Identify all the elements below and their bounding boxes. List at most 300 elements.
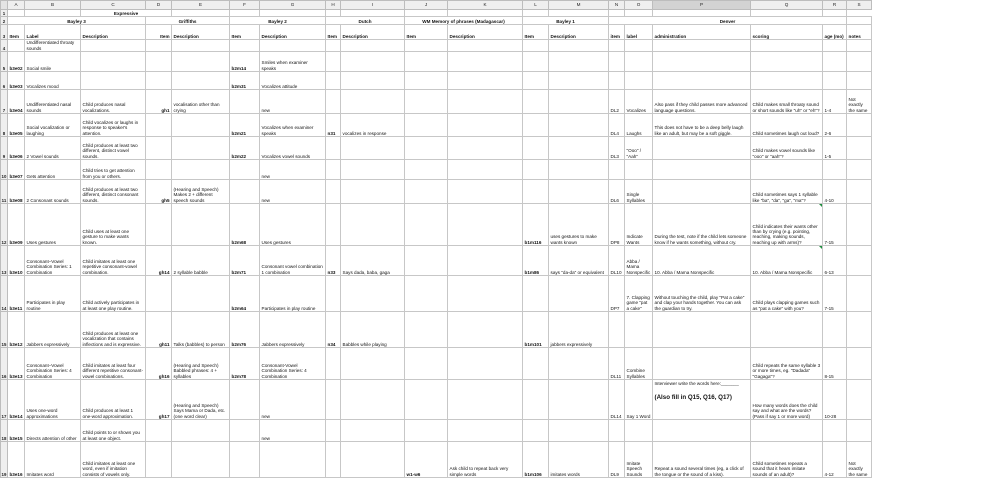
- cell[interactable]: Say 1 Word: [625, 380, 653, 420]
- cell[interactable]: n31: [326, 114, 341, 137]
- cell[interactable]: Expressive: [81, 10, 172, 17]
- cell[interactable]: [549, 420, 609, 442]
- cell[interactable]: [847, 137, 872, 160]
- cell[interactable]: notes: [847, 25, 872, 40]
- cell[interactable]: Imitates word: [25, 442, 81, 478]
- cell[interactable]: Consonant–Vowel Combination Series: 1 Combination: [25, 246, 81, 276]
- cell[interactable]: Gets attention: [25, 160, 81, 180]
- cell[interactable]: [405, 90, 448, 114]
- cell[interactable]: [448, 420, 523, 442]
- cell[interactable]: b2m78: [230, 348, 260, 380]
- cell[interactable]: [549, 52, 609, 72]
- cell[interactable]: [609, 52, 625, 72]
- cell[interactable]: [146, 442, 172, 478]
- cell[interactable]: b2m68: [230, 204, 260, 246]
- cell[interactable]: [653, 348, 751, 380]
- cell[interactable]: Denver: [609, 17, 847, 25]
- cell[interactable]: Vocalizes vowel sounds: [260, 137, 326, 160]
- cell[interactable]: [448, 160, 523, 180]
- cell[interactable]: scoring: [751, 25, 823, 40]
- cell[interactable]: b3e09: [8, 204, 25, 246]
- cell[interactable]: [405, 137, 448, 160]
- cell[interactable]: [405, 312, 448, 348]
- cell[interactable]: DP7: [609, 276, 625, 312]
- cell[interactable]: [260, 40, 326, 52]
- cell[interactable]: [326, 40, 341, 52]
- cell[interactable]: [230, 442, 260, 478]
- column-header-g[interactable]: G: [260, 1, 326, 10]
- cell[interactable]: Participates in play routine: [25, 276, 81, 312]
- cell[interactable]: Dutch: [326, 17, 405, 25]
- cell[interactable]: [326, 10, 341, 17]
- cell[interactable]: [172, 420, 230, 442]
- cell[interactable]: [549, 137, 609, 160]
- cell[interactable]: b2m76: [230, 312, 260, 348]
- cell[interactable]: Also pass if they child passes more advanced language questions.: [653, 90, 751, 114]
- cell[interactable]: Description: [81, 25, 146, 40]
- cell[interactable]: n34: [326, 312, 341, 348]
- cell[interactable]: [823, 40, 847, 52]
- cell[interactable]: [230, 420, 260, 442]
- cell[interactable]: [847, 40, 872, 52]
- cell[interactable]: 4-10: [823, 180, 847, 204]
- cell[interactable]: [847, 348, 872, 380]
- cell[interactable]: new: [260, 90, 326, 114]
- cell[interactable]: [523, 180, 549, 204]
- cell[interactable]: [230, 10, 260, 17]
- cell[interactable]: Child repeats the same syllable 3 or more times, eg. "Dadada" "Gagaga"?: [751, 348, 823, 380]
- cell[interactable]: item: [609, 25, 625, 40]
- cell[interactable]: [448, 380, 523, 420]
- cell[interactable]: [523, 114, 549, 137]
- cell[interactable]: b3e14: [8, 380, 25, 420]
- cell[interactable]: [625, 160, 653, 180]
- cell[interactable]: [549, 380, 609, 420]
- cell[interactable]: [523, 72, 549, 90]
- cell[interactable]: b3e08: [8, 180, 25, 204]
- row-header[interactable]: 14: [1, 276, 8, 312]
- cell[interactable]: Babbles while playing: [341, 312, 405, 348]
- cell[interactable]: [847, 204, 872, 246]
- cell[interactable]: DL14: [609, 380, 625, 420]
- cell[interactable]: [326, 276, 341, 312]
- cell[interactable]: [326, 137, 341, 160]
- cell[interactable]: [341, 442, 405, 478]
- cell[interactable]: b1m116: [523, 204, 549, 246]
- cell[interactable]: [847, 114, 872, 137]
- column-header-e[interactable]: E: [172, 1, 230, 10]
- cell[interactable]: [625, 312, 653, 348]
- cell[interactable]: [847, 420, 872, 442]
- cell[interactable]: [81, 40, 146, 52]
- cell[interactable]: [823, 52, 847, 72]
- row-header[interactable]: 5: [1, 52, 8, 72]
- cell[interactable]: 2 Vowel sounds: [25, 137, 81, 160]
- cell[interactable]: [609, 312, 625, 348]
- cell[interactable]: [341, 160, 405, 180]
- cell[interactable]: [146, 72, 172, 90]
- row-header[interactable]: 4: [1, 40, 8, 52]
- cell[interactable]: 8-15: [823, 348, 847, 380]
- cell[interactable]: [146, 160, 172, 180]
- cell[interactable]: [625, 72, 653, 90]
- cell[interactable]: [230, 380, 260, 420]
- cell[interactable]: new: [260, 160, 326, 180]
- row-header[interactable]: 17: [1, 380, 8, 420]
- cell[interactable]: Child uses at least one gesture to make wants known.: [81, 204, 146, 246]
- cell[interactable]: Item: [146, 25, 172, 40]
- cell[interactable]: b2m64: [230, 276, 260, 312]
- cell[interactable]: [751, 312, 823, 348]
- cell[interactable]: [326, 420, 341, 442]
- cell[interactable]: [625, 40, 653, 52]
- cell[interactable]: [523, 420, 549, 442]
- cell[interactable]: Vocalizes attitude: [260, 72, 326, 90]
- cell[interactable]: [653, 40, 751, 52]
- cell[interactable]: Social smile: [25, 52, 81, 72]
- cell[interactable]: Child sometimes laugh out loud?: [751, 114, 823, 137]
- column-header-m[interactable]: M: [549, 1, 609, 10]
- cell[interactable]: Griffiths: [146, 17, 230, 25]
- cell[interactable]: b1m101: [523, 312, 549, 348]
- cell[interactable]: [549, 348, 609, 380]
- cell[interactable]: [230, 90, 260, 114]
- cell[interactable]: [172, 276, 230, 312]
- cell[interactable]: Child tries to get attention from you or others.: [81, 160, 146, 180]
- cell[interactable]: [609, 420, 625, 442]
- cell[interactable]: How many words does the child say and what are the words? (Pass if say 1 or more word): [751, 380, 823, 420]
- cell[interactable]: Child actively participates in at least one play routine.: [81, 276, 146, 312]
- cell[interactable]: Not exactly the same: [847, 90, 872, 114]
- cell[interactable]: b2m22: [230, 137, 260, 160]
- cell[interactable]: [172, 204, 230, 246]
- cell[interactable]: gh11: [146, 312, 172, 348]
- cell[interactable]: b3e02: [8, 52, 25, 72]
- cell[interactable]: b1m106: [523, 442, 549, 478]
- cell[interactable]: [847, 180, 872, 204]
- cell[interactable]: [847, 17, 872, 25]
- cell[interactable]: Vocalizes mood: [25, 72, 81, 90]
- row-header[interactable]: 1: [1, 10, 8, 17]
- cell[interactable]: [448, 10, 523, 17]
- cell[interactable]: Participates in play routine: [260, 276, 326, 312]
- cell[interactable]: b3e13: [8, 348, 25, 380]
- cell[interactable]: Child produces nasal vocalizations.: [81, 90, 146, 114]
- cell[interactable]: [448, 276, 523, 312]
- cell[interactable]: [823, 160, 847, 180]
- cell[interactable]: b2m71: [230, 246, 260, 276]
- cell[interactable]: [405, 276, 448, 312]
- cell[interactable]: [146, 114, 172, 137]
- cell[interactable]: [146, 52, 172, 72]
- cell[interactable]: [625, 52, 653, 72]
- cell[interactable]: Child makes small throaty sound or short sounds like "uh" or "eh"?: [751, 90, 823, 114]
- cell[interactable]: [172, 52, 230, 72]
- cell[interactable]: [172, 160, 230, 180]
- cell[interactable]: b3e12: [8, 312, 25, 348]
- cell[interactable]: [823, 420, 847, 442]
- cell[interactable]: [448, 180, 523, 204]
- cell[interactable]: new: [260, 380, 326, 420]
- cell[interactable]: [751, 40, 823, 52]
- cell[interactable]: [341, 276, 405, 312]
- cell[interactable]: [341, 52, 405, 72]
- row-header[interactable]: 15: [1, 312, 8, 348]
- cell[interactable]: Single Syllables: [625, 180, 653, 204]
- column-header-l[interactable]: L: [523, 1, 549, 10]
- cell[interactable]: [146, 204, 172, 246]
- row-header[interactable]: 8: [1, 114, 8, 137]
- cell[interactable]: [549, 160, 609, 180]
- cell[interactable]: [405, 10, 448, 17]
- column-header-r[interactable]: R: [823, 1, 847, 10]
- cell[interactable]: [751, 72, 823, 90]
- cell[interactable]: [751, 10, 823, 17]
- cell[interactable]: [405, 420, 448, 442]
- cell[interactable]: vocalizes in response: [341, 114, 405, 137]
- cell[interactable]: [341, 420, 405, 442]
- cell[interactable]: Child produces at least one vocalization that contains inflections and is expressive.: [81, 312, 146, 348]
- cell[interactable]: Child makes vowel sounds like "ooo" or "aah"?: [751, 137, 823, 160]
- cell[interactable]: b2m14: [230, 52, 260, 72]
- cell[interactable]: [172, 72, 230, 90]
- cell[interactable]: 10. Abba / Mama Nonspecific: [751, 246, 823, 276]
- cell[interactable]: [448, 52, 523, 72]
- cell[interactable]: Child vocalizes or laughs in response to speaker's attention.: [81, 114, 146, 137]
- cell[interactable]: [625, 10, 653, 17]
- cell[interactable]: [172, 114, 230, 137]
- cell[interactable]: Description: [260, 25, 326, 40]
- cell[interactable]: Consonant-Vowel Combination Series: 4 Combination: [260, 348, 326, 380]
- cell[interactable]: b3e11: [8, 276, 25, 312]
- row-header[interactable]: 18: [1, 420, 8, 442]
- cell[interactable]: [751, 52, 823, 72]
- cell[interactable]: Child plays clapping games such as "pat a cake" with you?: [751, 276, 823, 312]
- cell[interactable]: [341, 72, 405, 90]
- cell[interactable]: Vocalizes when examiner speaks: [260, 114, 326, 137]
- cell[interactable]: 7. Clapping game "pat a cake": [625, 276, 653, 312]
- cell[interactable]: Undifferentiated nasal sounds: [25, 90, 81, 114]
- cell[interactable]: age (mo): [823, 25, 847, 40]
- cell[interactable]: [549, 10, 609, 17]
- column-header-n[interactable]: N: [609, 1, 625, 10]
- cell[interactable]: [448, 204, 523, 246]
- cell[interactable]: b3e07: [8, 160, 25, 180]
- cell[interactable]: [609, 10, 625, 17]
- column-header-j[interactable]: J: [405, 1, 448, 10]
- cell[interactable]: b3e10: [8, 246, 25, 276]
- cell[interactable]: [847, 312, 872, 348]
- cell[interactable]: Repeat a sound several times (eg, a click of the tongue or the sound of a kiss).: [653, 442, 751, 478]
- cell[interactable]: [172, 442, 230, 478]
- cell[interactable]: [341, 180, 405, 204]
- cell[interactable]: imitates words: [549, 442, 609, 478]
- cell[interactable]: 6-13: [823, 246, 847, 276]
- cell[interactable]: [823, 312, 847, 348]
- cell[interactable]: Item: [230, 25, 260, 40]
- cell[interactable]: Item: [405, 25, 448, 40]
- cell[interactable]: Uses gestures: [260, 204, 326, 246]
- cell[interactable]: Laughs: [625, 114, 653, 137]
- row-header[interactable]: 6: [1, 72, 8, 90]
- cell[interactable]: [448, 40, 523, 52]
- cell[interactable]: 7-15: [823, 276, 847, 312]
- cell[interactable]: b3e03: [8, 72, 25, 90]
- cell[interactable]: (Hearing and Speech) Says Mama or Dada, etc. (one word clear): [172, 380, 230, 420]
- cell[interactable]: Child points to or shows you at least one object.: [81, 420, 146, 442]
- cell[interactable]: Description: [172, 25, 230, 40]
- cell[interactable]: During the test, note if the child lets someone know if he wants something, without cry.: [653, 204, 751, 246]
- cell[interactable]: [326, 160, 341, 180]
- row-header[interactable]: 12: [1, 204, 8, 246]
- cell[interactable]: Child imitates at least one repetitive consonant-vowel combination.: [81, 246, 146, 276]
- column-header-o[interactable]: O: [625, 1, 653, 10]
- cell[interactable]: 2 Consonant sounds: [25, 180, 81, 204]
- column-header-q[interactable]: Q: [751, 1, 823, 10]
- cell[interactable]: Consonant–Vowel Combination Series: 4 Combination: [25, 348, 81, 380]
- cell[interactable]: [341, 380, 405, 420]
- cell[interactable]: 7-15: [823, 204, 847, 246]
- cell[interactable]: vocalisation other than crying: [172, 90, 230, 114]
- cell[interactable]: [405, 114, 448, 137]
- cell[interactable]: Jabbers expressively: [260, 312, 326, 348]
- cell[interactable]: [549, 180, 609, 204]
- cell[interactable]: [847, 246, 872, 276]
- cell[interactable]: [172, 10, 230, 17]
- cell[interactable]: b3e06: [8, 137, 25, 160]
- cell[interactable]: [405, 180, 448, 204]
- cell[interactable]: DP8: [609, 204, 625, 246]
- row-header[interactable]: 11: [1, 180, 8, 204]
- cell[interactable]: Bayley 1: [523, 17, 609, 25]
- cell[interactable]: [609, 40, 625, 52]
- row-header[interactable]: 13: [1, 246, 8, 276]
- cell[interactable]: gh5: [146, 180, 172, 204]
- cell[interactable]: Social vocalization or laughing: [25, 114, 81, 137]
- cell[interactable]: gh16: [146, 348, 172, 380]
- cell[interactable]: [653, 52, 751, 72]
- cell[interactable]: [523, 380, 549, 420]
- cell[interactable]: Child imitates at least one word, even if imitation consists of vowels only.: [81, 442, 146, 478]
- cell[interactable]: 2-6: [823, 114, 847, 137]
- cell[interactable]: [172, 137, 230, 160]
- cell[interactable]: [653, 180, 751, 204]
- cell[interactable]: [847, 72, 872, 90]
- column-header-h[interactable]: H: [326, 1, 341, 10]
- cell[interactable]: Description: [549, 25, 609, 40]
- cell[interactable]: [847, 52, 872, 72]
- cell[interactable]: DL9: [609, 442, 625, 478]
- cell[interactable]: [523, 52, 549, 72]
- cell[interactable]: [823, 72, 847, 90]
- cell[interactable]: [549, 276, 609, 312]
- cell[interactable]: This does not have to be a deep belly laugh like an adult, but may be a soft giggle.: [653, 114, 751, 137]
- cell[interactable]: [523, 90, 549, 114]
- cell[interactable]: Child sometimes repeats a sound that it hears imitate sounds of an adult)?: [751, 442, 823, 478]
- cell[interactable]: Child produces at least two different, distinct vowel sounds.: [81, 137, 146, 160]
- cell[interactable]: [653, 10, 751, 17]
- cell[interactable]: b3e15: [8, 420, 25, 442]
- cell[interactable]: b3e16: [8, 442, 25, 478]
- cell[interactable]: (Hearing and Speech) Babbled phrases: 4 + syllables: [172, 348, 230, 380]
- cell[interactable]: DL2: [609, 90, 625, 114]
- cell[interactable]: Ask child to repeat back very simple words: [448, 442, 523, 478]
- cell[interactable]: [405, 246, 448, 276]
- cell[interactable]: 2 syllable babble: [172, 246, 230, 276]
- column-header-d[interactable]: D: [146, 1, 172, 10]
- row-header[interactable]: 3: [1, 25, 8, 40]
- cell[interactable]: n33: [326, 246, 341, 276]
- cell[interactable]: [448, 72, 523, 90]
- row-header[interactable]: 2: [1, 17, 8, 25]
- cell[interactable]: [448, 348, 523, 380]
- column-header-s[interactable]: S: [847, 1, 872, 10]
- cell[interactable]: [523, 40, 549, 52]
- cell[interactable]: jabbers expressively: [549, 312, 609, 348]
- column-header-c[interactable]: C: [81, 1, 146, 10]
- cell[interactable]: Item: [523, 25, 549, 40]
- cell[interactable]: [326, 90, 341, 114]
- row-header[interactable]: 7: [1, 90, 8, 114]
- cell[interactable]: [405, 72, 448, 90]
- cell[interactable]: [523, 348, 549, 380]
- cell[interactable]: [341, 204, 405, 246]
- cell[interactable]: [405, 348, 448, 380]
- cell[interactable]: new: [260, 180, 326, 204]
- select-all-corner[interactable]: [1, 1, 8, 10]
- cell[interactable]: [326, 380, 341, 420]
- cell[interactable]: [230, 180, 260, 204]
- cell[interactable]: [405, 40, 448, 52]
- cell[interactable]: [549, 90, 609, 114]
- cell[interactable]: Indicate Wants: [625, 204, 653, 246]
- cell[interactable]: [405, 52, 448, 72]
- cell[interactable]: [625, 420, 653, 442]
- cell[interactable]: Child imitates at least four different repetitive consonant-vowel combinations.: [81, 348, 146, 380]
- row-header[interactable]: 10: [1, 160, 8, 180]
- cell[interactable]: [523, 160, 549, 180]
- cell[interactable]: new: [260, 420, 326, 442]
- cell[interactable]: Imitate Speech Sounds: [625, 442, 653, 478]
- cell[interactable]: [847, 160, 872, 180]
- cell[interactable]: [326, 52, 341, 72]
- cell[interactable]: [448, 114, 523, 137]
- cell[interactable]: [523, 137, 549, 160]
- cell[interactable]: uses gestures to make wants known: [549, 204, 609, 246]
- cell[interactable]: WM Memory of phrases (Madagascar): [405, 17, 523, 25]
- cell[interactable]: Abba / Mama Nonspecific: [625, 246, 653, 276]
- cell[interactable]: [405, 204, 448, 246]
- cell[interactable]: Bayley 2: [230, 17, 326, 25]
- cell[interactable]: Smiles when examiner speaks: [260, 52, 326, 72]
- cell[interactable]: [260, 10, 326, 17]
- cell[interactable]: [230, 160, 260, 180]
- cell[interactable]: [146, 420, 172, 442]
- cell[interactable]: [146, 137, 172, 160]
- cell[interactable]: [341, 10, 405, 17]
- cell[interactable]: gh14: [146, 246, 172, 276]
- cell[interactable]: [653, 72, 751, 90]
- cell[interactable]: gh17: [146, 380, 172, 420]
- cell[interactable]: [847, 380, 872, 420]
- cell[interactable]: [146, 40, 172, 52]
- cell[interactable]: Item: [326, 25, 341, 40]
- cell[interactable]: Child indicates their wants other than by crying (e.g. pointing, reaching, making sounds, reaching up with arms)?: [751, 204, 823, 246]
- cell[interactable]: [823, 10, 847, 17]
- cell[interactable]: Vocalizes: [625, 90, 653, 114]
- cell[interactable]: b1m86: [523, 246, 549, 276]
- cell[interactable]: gh1: [146, 90, 172, 114]
